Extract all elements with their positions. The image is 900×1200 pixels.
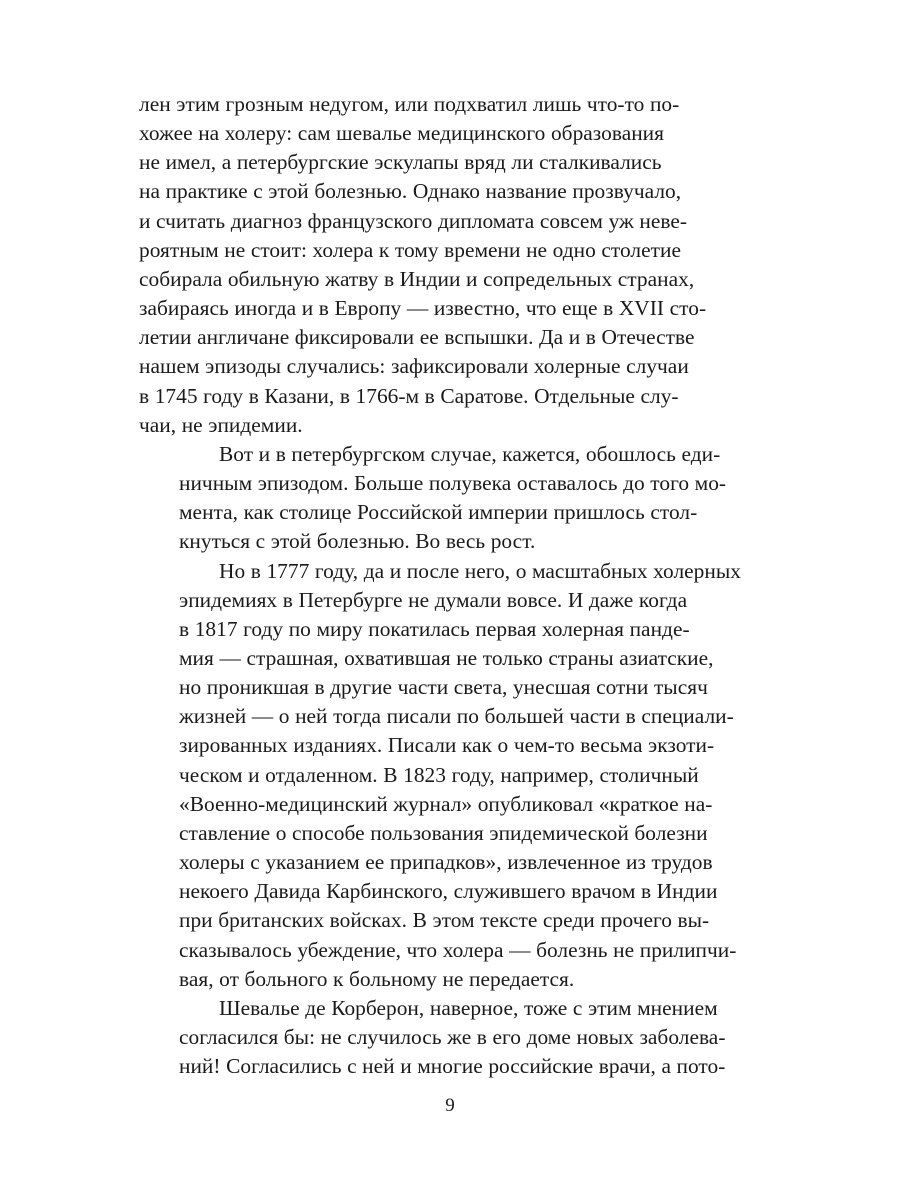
text-line: жизней — о ней тогда писали по большей части в специали- — [179, 704, 734, 729]
text-line: забираясь иногда и в Европу — известно, что еще в XVII сто- — [139, 296, 707, 321]
text-line: согласился бы: не случилось же в его доме новых заболева- — [179, 1025, 726, 1049]
text-line: ничным эпизодом. Больше полувека оставалось до того мо- — [179, 471, 727, 496]
text-line: не имел, а петербургские эскулапы вряд ли сталкивались — [139, 150, 662, 175]
text-line: Но в 1777 году, да и после него, о масштабных холерных — [219, 558, 741, 583]
page-text-body — [139, 90, 766, 1081]
text-line: холеры с указанием ее припадков», извлеченное из трудов — [179, 850, 713, 875]
paragraph-1 — [139, 90, 766, 440]
text-line: некоего Давида Карбинского, служившего врачом в Индии — [179, 879, 718, 904]
text-line: эпидемиях в Петербурге не думали вовсе. И даже когда — [179, 587, 688, 612]
paragraph-4 — [139, 994, 766, 1081]
text-line: летии англичане фиксировали ее вспышки. Да и в Отечестве — [139, 325, 695, 350]
text-line: и считать диагноз французского дипломата совсем уж неве- — [139, 208, 688, 233]
paragraph-3 — [139, 557, 766, 994]
text-line: на практике с этой болезнью. Однако название прозвучало, — [139, 179, 682, 204]
text-line: вая, от больного к больному не передается. — [179, 966, 575, 991]
page-number: 9 — [445, 1095, 455, 1116]
text-line: при британских войсках. В этом тексте среди прочего вы- — [179, 908, 710, 933]
text-line: Вот и в петербургском случае, кажется, обошлось еди- — [219, 441, 721, 466]
text-line: хожее на холеру: сам шевалье медицинского образования — [139, 121, 665, 146]
text-line: мия — страшная, охватившая не только страны азиатские, — [179, 645, 714, 670]
text-line: лен этим грозным недугом, или подхватил лишь что-то по- — [139, 92, 680, 116]
text-line: в 1745 году в Казани, в 1766-м в Саратове. Отдельные слу- — [139, 383, 679, 408]
text-line: собирала обильную жатву в Индии и сопредельных странах, — [139, 266, 695, 291]
text-line: ческом и отдаленном. В 1823 году, например, столичный — [179, 762, 699, 787]
text-line: ний! Согласились с ней и многие российские врачи, а пото- — [179, 1054, 726, 1079]
text-line: ставление о способе пользования эпидемической болезни — [179, 820, 708, 845]
text-line: мента, как столице Российской империи пришлось стол- — [179, 500, 698, 525]
paragraph-2 — [139, 440, 766, 557]
text-line: «Военно-медицинский журнал» опубликовал «краткое на- — [179, 791, 713, 816]
text-line: чаи, не эпидемии. — [139, 412, 303, 437]
text-line: сказывалось убеждение, что холера — болезнь не прилипчи- — [179, 937, 737, 962]
text-line: роятным не стоит: холера к тому времени не одно столетие — [139, 237, 681, 262]
text-line: зированных изданиях. Писали как о чем-то весьма экзоти- — [179, 733, 715, 758]
text-line: но проникшая в другие части света, унесшая сотни тысяч — [179, 675, 708, 700]
text-line: в 1817 году по миру покатилась первая холерная панде- — [179, 616, 690, 641]
text-line: кнуться с этой болезнью. Во весь рост. — [179, 529, 536, 554]
text-line: нашем эпизоды случались: зафиксировали холерные случаи — [139, 354, 689, 379]
text-line: Шевалье де Корберон, наверное, тоже с этим мнением — [219, 995, 718, 1020]
